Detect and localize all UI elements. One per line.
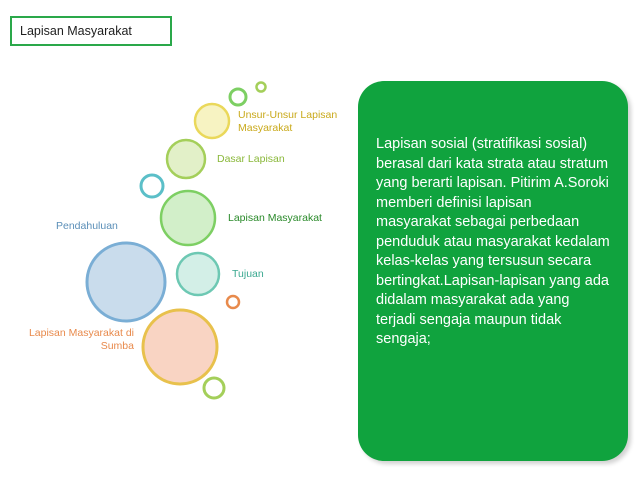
slide-title-text: Lapisan Masyarakat: [20, 24, 132, 38]
label-unsur: Unsur-Unsur Lapisan Masyarakat: [238, 109, 338, 134]
bubble-small-bottom: [204, 378, 224, 398]
bubble-lapisan[interactable]: [161, 191, 215, 245]
label-lapisan: Lapisan Masyarakat: [228, 212, 322, 224]
description-panel: [358, 81, 628, 461]
bubble-unsur[interactable]: [195, 104, 229, 138]
label-dasar: Dasar Lapisan: [217, 153, 285, 165]
bubble-pendahuluan[interactable]: [87, 243, 165, 321]
bubble-small-teal: [141, 175, 163, 197]
bubble-tujuan[interactable]: [177, 253, 219, 295]
bubble-small-top-right: [257, 83, 266, 92]
description-text: Lapisan sosial (stratifikasi sosial) berasal dari kata strata atau stratum yang berarti lapisan. Pitirim A.Soroki memberi definisi lapisan masyarakat sebagai perbedaan penduduk atau masyarakat kedalam kelas-kelas yang tersusun secara bertingkat.Lapisan-lapisan yang ada didalam masyarakat ada yang terjadi sengaja maupun tidak sengaja;: [376, 136, 610, 347]
label-tujuan: Tujuan: [232, 268, 264, 280]
label-pendahuluan: Pendahuluan: [56, 220, 118, 232]
bubble-small-orange: [227, 296, 239, 308]
bubble-small-top: [230, 89, 246, 105]
bubble-dasar[interactable]: [167, 140, 205, 178]
label-sumba: Lapisan Masyarakat di Sumba: [28, 327, 134, 352]
bubble-sumba[interactable]: [143, 310, 217, 384]
